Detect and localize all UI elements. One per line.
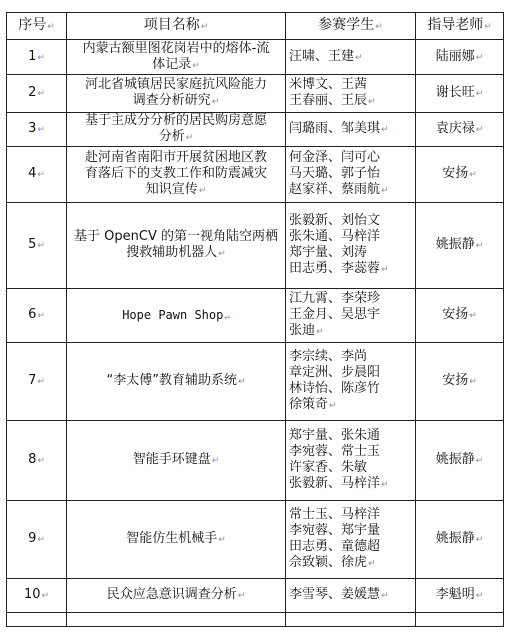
cell-students [286, 203, 416, 289]
student-names-line: 王金月、吴思宇 [289, 307, 381, 322]
row-number: 10 [23, 587, 41, 602]
paragraph-mark: ↵ [381, 265, 389, 275]
student-names-line: 何金泽、闫可心 [289, 150, 381, 165]
project-title-line: 基于 OpenCV 的第一视角陆空两栖 [74, 229, 278, 244]
paragraph-mark: ↵ [381, 591, 389, 601]
row-number: 2 [28, 85, 37, 100]
paragraph-mark: ↵ [368, 97, 376, 107]
project-title-line: 调查分析研究↵ [132, 93, 220, 108]
cell-students [286, 113, 416, 147]
paragraph-mark: ↵ [469, 311, 477, 321]
student-names-line: 章定洲、步晨阳 [289, 365, 381, 380]
paragraph-mark: ↵ [475, 89, 484, 99]
cell-no [7, 579, 67, 613]
cell-title [67, 343, 286, 421]
paragraph-mark: ↵ [355, 52, 363, 63]
paragraph-mark: ↵ [224, 311, 230, 322]
header-teacher: 指导老师↵ [416, 13, 504, 40]
cell-title [67, 579, 286, 613]
paragraph-mark: ↵ [37, 52, 45, 63]
cell-title [67, 40, 286, 75]
project-title-line: “李太傅”教育辅助系统↵ [106, 373, 246, 388]
student-names-line: 张毅新、刘怡文 [289, 213, 381, 228]
paragraph-mark: ↵ [368, 559, 376, 569]
cell-title [67, 501, 286, 579]
cell-students [286, 343, 416, 421]
student-names-line: 李雪琴、姜媛慧↵ [289, 587, 389, 602]
paragraph-mark: ↵ [211, 97, 220, 107]
table-row [7, 75, 504, 113]
paragraph-mark: ↵ [381, 125, 389, 135]
student-names-line: 李宗续、李尚 [289, 349, 368, 364]
paragraph-mark: ↵ [37, 241, 45, 251]
student-names-line: 佘致颖、徐虎↵ [289, 555, 376, 570]
paragraph-mark: ↵ [37, 311, 45, 321]
student-names-line: 赵家祥、蔡雨航↵ [289, 182, 389, 197]
cell-teacher [416, 203, 504, 289]
paragraph-mark: ↵ [218, 249, 226, 259]
table-row [7, 343, 504, 421]
header-title: 项目名称↵ [67, 13, 286, 40]
student-names-line: 许家香、朱敏 [289, 460, 368, 475]
paragraph-mark: ↵ [37, 456, 45, 466]
project-title-line: 知识宣传↵ [145, 182, 207, 197]
row-number: 8 [28, 452, 37, 467]
project-title-line: 智能手环键盘↵ [132, 452, 220, 467]
table-row [7, 421, 504, 501]
project-title-line: 民众应急意识调查分析↵ [106, 587, 246, 602]
cell-empty [286, 613, 416, 627]
cell-teacher [416, 40, 504, 75]
paragraph-mark: ↵ [475, 125, 484, 135]
cell-students [286, 421, 416, 501]
cell-teacher [416, 113, 504, 147]
header-students: 参赛学生↵ [286, 13, 416, 40]
cell-no [7, 289, 67, 343]
cell-title [67, 113, 286, 147]
student-names-line: 林诗怡、陈彦竹 [289, 381, 381, 396]
student-names-line: 闫璐雨、邹美琪↵ [289, 121, 389, 136]
student-names-line: 田志勇、童德超 [289, 539, 381, 554]
header-row [7, 13, 504, 40]
paragraph-mark: ↵ [475, 456, 484, 466]
paragraph-mark: ↵ [329, 401, 337, 411]
student-names-line: 江九霄、李荣珍 [289, 291, 381, 306]
project-title-line: 搜救辅助机器人↵ [126, 245, 226, 260]
cell-no [7, 501, 67, 579]
cell-students [286, 40, 416, 75]
cell-empty [67, 613, 286, 627]
student-names-line: 郑宇量、刘涛 [289, 245, 368, 260]
project-title-line: 内蒙古额里图花岗岩中的熔体-流 [82, 40, 270, 56]
paragraph-mark: ↵ [37, 89, 45, 99]
project-title-line: 河北省城镇居民家庭抗风险能力 [84, 77, 267, 92]
cell-students [286, 501, 416, 579]
project-title-line: 赴河南省南阳市开展贫困地区教 [84, 150, 267, 165]
table-row [7, 40, 504, 75]
student-names-line: 米博文、王茜 [289, 77, 368, 92]
student-names-line: 田志勇、李蕊蓉↵ [289, 261, 389, 276]
cell-teacher [416, 421, 504, 501]
cell-no [7, 203, 67, 289]
cell-students [286, 75, 416, 113]
paragraph-mark: ↵ [469, 170, 477, 180]
cell-teacher [416, 343, 504, 421]
paragraph-mark: ↵ [381, 480, 389, 490]
paragraph-mark: ↵ [381, 186, 389, 196]
teacher-name: 陆丽娜 [435, 48, 475, 64]
cell-title [67, 421, 286, 501]
teacher-name: 李魁明 [435, 587, 475, 602]
cell-students [286, 289, 416, 343]
teacher-name: 姚振静 [435, 237, 475, 252]
paragraph-mark: ↵ [41, 591, 50, 601]
row-number: 6 [28, 307, 37, 322]
cell-no [7, 343, 67, 421]
cell-students [286, 579, 416, 613]
row-number: 9 [28, 531, 37, 546]
paragraph-mark: ↵ [192, 60, 200, 71]
teacher-name: 安扬 [442, 166, 469, 181]
cell-no [7, 40, 67, 75]
table-row-partial [7, 613, 504, 627]
cell-students [286, 147, 416, 203]
cell-teacher [416, 501, 504, 579]
table-row [7, 147, 504, 203]
paragraph-mark: ↵ [37, 535, 45, 545]
table-row [7, 579, 504, 613]
table-row [7, 501, 504, 579]
teacher-name: 姚振静 [435, 452, 475, 467]
paragraph-mark: ↵ [185, 133, 194, 143]
paragraph-mark: ↵ [37, 377, 45, 387]
student-names-line: 李宛蓉、郑宇量 [289, 523, 381, 538]
project-title-line: 育落后下的支教工作和防震减灾 [84, 166, 267, 181]
student-names-line: 王春丽、王辰↵ [289, 93, 376, 108]
student-names-line: 张毅新、马梓洋↵ [289, 476, 389, 491]
table-row [7, 203, 504, 289]
cell-teacher [416, 147, 504, 203]
cell-teacher [416, 75, 504, 113]
paragraph-mark: ↵ [469, 377, 477, 387]
row-number: 5 [28, 237, 37, 252]
cell-title [67, 289, 286, 343]
student-names-line: 张朱通、马梓洋 [289, 229, 381, 244]
project-title-line: Hope Pawn Shop↵ [122, 307, 230, 322]
student-names-line: 马天璐、郭子怡 [289, 166, 381, 181]
paragraph-mark: ↵ [237, 377, 246, 387]
cell-title [67, 203, 286, 289]
projects-table [6, 12, 504, 627]
paragraph-mark: ↵ [316, 327, 324, 337]
paragraph-mark: ↵ [37, 125, 45, 135]
cell-empty [416, 613, 504, 627]
teacher-name: 安扬 [442, 307, 469, 322]
header-no: 序号↵ [7, 13, 67, 40]
paragraph-mark: ↵ [475, 241, 484, 251]
teacher-name: 安扬 [442, 373, 469, 388]
paragraph-mark: ↵ [475, 52, 484, 63]
row-number: 4 [28, 166, 37, 181]
paragraph-mark: ↵ [198, 186, 207, 196]
student-names-line: 汪啸、王建↵ [289, 48, 363, 64]
cell-empty [7, 613, 67, 627]
project-title-line: 智能仿生机械手↵ [126, 531, 226, 546]
cell-teacher [416, 289, 504, 343]
row-number: 3 [28, 121, 37, 136]
paragraph-mark: ↵ [475, 591, 484, 601]
student-names-line: 郑宇量、张朱通 [289, 428, 381, 443]
paragraph-mark: ↵ [211, 456, 220, 466]
table-row [7, 289, 504, 343]
paragraph-mark: ↵ [237, 591, 246, 601]
student-names-line: 李宛蓉、常士玉 [289, 444, 381, 459]
cell-teacher [416, 579, 504, 613]
student-names-line: 徐策奇↵ [289, 397, 337, 412]
table-row [7, 113, 504, 147]
teacher-name: 姚振静 [435, 531, 475, 546]
cell-no [7, 113, 67, 147]
row-number: 1 [28, 48, 37, 64]
project-title-line: 基于主成分分析的居民购房意愿 [84, 113, 267, 128]
cell-no [7, 147, 67, 203]
paragraph-mark: ↵ [475, 535, 484, 545]
teacher-name: 袁庆禄 [435, 121, 475, 136]
cell-title [67, 147, 286, 203]
cell-no [7, 75, 67, 113]
project-title-line: 体记录↵ [152, 56, 200, 72]
row-number: 7 [28, 373, 37, 388]
student-names-line: 常士玉、马梓洋 [289, 507, 381, 522]
cell-title [67, 75, 286, 113]
paragraph-mark: ↵ [218, 535, 226, 545]
student-names-line: 张迪↵ [289, 323, 324, 338]
teacher-name: 谢长旺 [435, 85, 475, 100]
cell-no [7, 421, 67, 501]
paragraph-mark: ↵ [37, 170, 45, 180]
project-title-line: 分析↵ [158, 129, 194, 144]
